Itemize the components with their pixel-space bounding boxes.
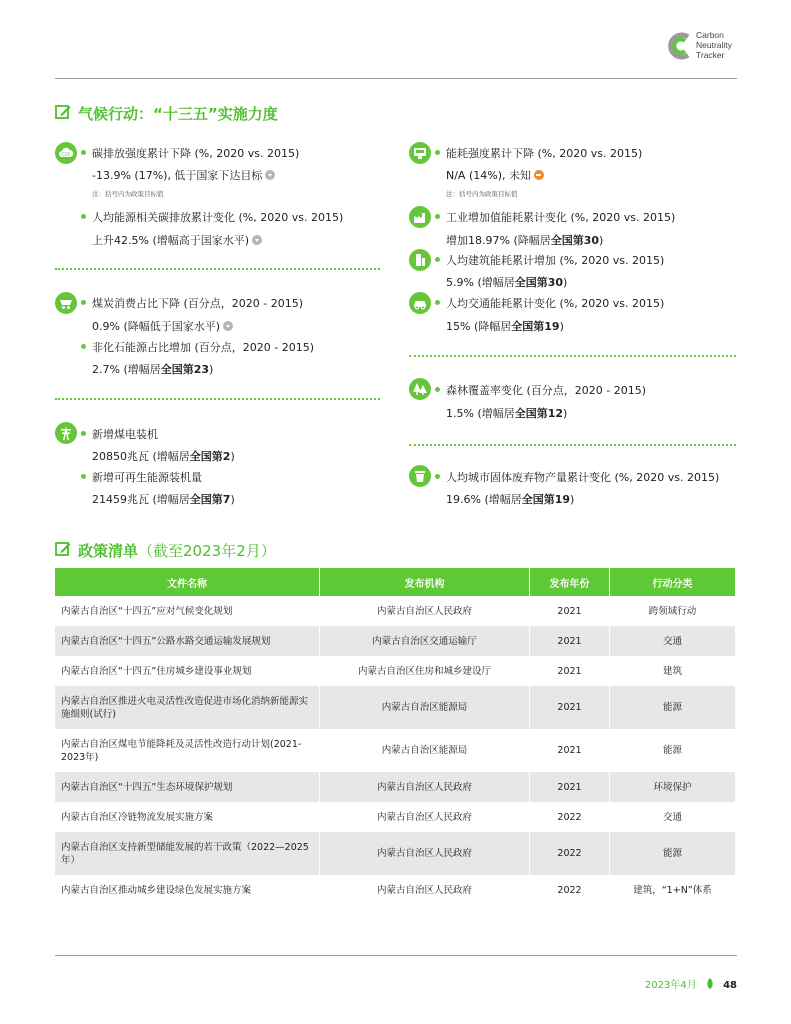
table-row xyxy=(55,832,735,875)
metric-coal-share-value: 0.9% (降幅低于国家水平) xyxy=(92,318,233,334)
metric-per-capita-emissions-value: 上升42.5% (增幅高于国家水平) xyxy=(92,232,262,248)
car-icon xyxy=(409,292,431,314)
bullet xyxy=(435,150,440,155)
cell-agency: 内蒙古自治区能源局 xyxy=(320,686,530,729)
cell-year: 2022 xyxy=(530,832,610,875)
section-title-policy-list: 政策清单（截至2023年2月） xyxy=(78,542,276,560)
table-row xyxy=(55,729,735,772)
metric-energy-intensity-value: N/A (14%), 未知 xyxy=(446,167,544,183)
bullet xyxy=(435,300,440,305)
below-target-indicator-icon xyxy=(265,170,275,180)
page-number: 48 xyxy=(723,980,737,991)
metric-nonfossil-share-value: 2.7% (增幅居全国第23) xyxy=(92,363,214,376)
bullet xyxy=(435,474,440,479)
bullet xyxy=(435,257,440,262)
cell-document: 内蒙古自治区“十四五”应对气候变化规划 xyxy=(55,596,320,626)
cell-agency: 内蒙古自治区住房和城乡建设厅 xyxy=(320,656,530,686)
bullet xyxy=(81,150,86,155)
cell-year: 2021 xyxy=(530,686,610,729)
metric-energy-intensity-label: 能耗强度累计下降 (%, 2020 vs. 2015) xyxy=(446,147,643,160)
metric-carbon-intensity-value: -13.9% (17%), 低于国家下达目标 xyxy=(92,167,275,183)
metric-new-coal-power-label: 新增煤电装机 xyxy=(92,428,158,441)
down-indicator-icon xyxy=(223,321,233,331)
cell-category: 交通 xyxy=(610,626,735,656)
bullet xyxy=(81,214,86,219)
col-header-document: 文件名称 xyxy=(55,568,320,596)
table-row xyxy=(55,626,735,656)
trash-bin-icon xyxy=(409,465,431,487)
bullet xyxy=(81,474,86,479)
metric-coal-share-label: 煤炭消费占比下降 (百分点，2020 - 2015) xyxy=(92,297,304,310)
cell-year: 2021 xyxy=(530,656,610,686)
svg-text:CO2: CO2 xyxy=(61,151,71,157)
metric-transport-energy-value: 15% (降幅居全国第19) xyxy=(446,320,564,333)
bullet xyxy=(435,387,440,392)
cell-category: 环境保护 xyxy=(610,772,735,802)
cell-document: 内蒙古自治区推动城乡建设绿色发展实施方案 xyxy=(55,875,320,905)
dotted-divider xyxy=(55,268,380,270)
table-row xyxy=(55,596,735,626)
building-icon xyxy=(409,249,431,271)
cell-document: 内蒙古自治区支持新型储能发展的若干政策（2022—2025年） xyxy=(55,832,320,875)
metric-new-coal-power-value: 20850兆瓦 (增幅居全国第2) xyxy=(92,450,235,463)
factory-icon xyxy=(409,206,431,228)
dotted-divider xyxy=(55,398,380,400)
cell-category: 建筑，“1+N”体系 xyxy=(633,884,712,896)
metric-forest-coverage-label: 森林覆盖率变化 (百分点，2020 - 2015) xyxy=(446,384,647,397)
cell-agency: 内蒙古自治区交通运输厅 xyxy=(320,626,530,656)
cell-document: 内蒙古自治区“十四五”公路水路交通运输发展规划 xyxy=(55,626,320,656)
table-row xyxy=(55,656,735,686)
bullet xyxy=(81,300,86,305)
cell-year: 2022 xyxy=(530,802,610,832)
metric-industry-energy-value: 增加18.97% (降幅居全国第30) xyxy=(446,234,604,247)
cell-category: 跨领域行动 xyxy=(648,605,697,617)
bullet xyxy=(81,431,86,436)
cell-agency: 内蒙古自治区能源局 xyxy=(320,729,530,772)
metric-forest-coverage-value: 1.5% (增幅居全国第12) xyxy=(446,407,568,420)
leaf-icon xyxy=(706,978,714,989)
metric-new-renewables-label: 新增可再生能源装机量 xyxy=(92,471,202,484)
metric-per-capita-emissions-label: 人均能源相关碳排放累计变化 (%, 2020 vs. 2015) xyxy=(92,211,344,224)
table-row xyxy=(55,802,735,832)
header-divider xyxy=(55,78,737,79)
section-title-climate-action: 气候行动：“十三五”实施力度 xyxy=(78,105,278,123)
metric-new-renewables-value: 21459兆瓦 (增幅居全国第7) xyxy=(92,493,235,506)
metric-note: 注：括号内为政策目标值 xyxy=(92,190,164,198)
dotted-divider xyxy=(409,355,736,357)
cell-year: 2021 xyxy=(530,596,610,626)
cell-category: 能源 xyxy=(610,832,735,875)
cell-document: 内蒙古自治区推进火电灵活性改造促进市场化消纳新能源实施细则(试行) xyxy=(55,686,320,729)
table-row xyxy=(55,875,735,905)
cell-category: 能源 xyxy=(662,745,682,756)
bullet xyxy=(435,214,440,219)
cell-agency: 内蒙古自治区人民政府 xyxy=(320,772,530,802)
cell-document: 内蒙古自治区“十四五”住房城乡建设事业规划 xyxy=(55,656,320,686)
col-header-year: 发布年份 xyxy=(530,568,610,596)
dotted-divider xyxy=(409,444,736,446)
cell-agency: 内蒙古自治区人民政府 xyxy=(320,875,530,905)
footer-divider xyxy=(55,955,737,956)
edit-note-icon xyxy=(55,104,71,120)
cell-category: 建筑 xyxy=(662,665,682,677)
metric-industry-energy-label: 工业增加值能耗累计变化 (%, 2020 vs. 2015) xyxy=(446,211,676,224)
table-row xyxy=(55,772,735,802)
metric-building-energy-label: 人均建筑能耗累计增加 (%, 2020 vs. 2015) xyxy=(446,254,665,267)
cell-category: 能源 xyxy=(610,686,735,729)
logo-mark-icon xyxy=(668,32,694,60)
forest-icon xyxy=(409,378,431,400)
cell-document: 内蒙古自治区冷链物流发展实施方案 xyxy=(55,802,320,832)
cell-category: 交通 xyxy=(662,811,682,823)
cell-document: 内蒙古自治区煤电节能降耗及灵活性改造行动计划(2021-2023年) xyxy=(55,729,320,772)
metric-carbon-intensity-label: 碳排放强度累计下降 (%, 2020 vs. 2015) xyxy=(92,147,300,160)
co2-cloud-icon xyxy=(55,142,77,164)
mine-cart-icon xyxy=(55,292,77,314)
energy-meter-icon xyxy=(409,142,431,164)
cell-agency: 内蒙古自治区人民政府 xyxy=(320,596,530,626)
page-footer xyxy=(645,976,737,991)
cell-year: 2022 xyxy=(530,875,610,905)
power-tower-icon xyxy=(55,422,77,444)
cell-document: 内蒙古自治区“十四五”生态环境保护规划 xyxy=(55,772,320,802)
metric-solid-waste-label: 人均城市固体废弃物产量累计变化 (%, 2020 vs. 2015) xyxy=(446,471,720,484)
cell-year: 2021 xyxy=(530,626,610,656)
table-header-row xyxy=(55,568,735,596)
down-indicator-icon xyxy=(252,235,262,245)
table-row xyxy=(55,686,735,729)
metric-transport-energy-label: 人均交通能耗累计变化 (%, 2020 vs. 2015) xyxy=(446,297,665,310)
bullet xyxy=(81,344,86,349)
col-header-agency: 发布机构 xyxy=(320,568,530,596)
unknown-indicator-icon xyxy=(534,170,544,180)
carbon-neutrality-tracker-logo xyxy=(668,30,748,64)
cell-year: 2021 xyxy=(530,772,610,802)
metric-building-energy-value: 5.9% (增幅居全国第30) xyxy=(446,276,568,289)
footer-date: 2023年4月 xyxy=(644,980,697,991)
col-header-category: 行动分类 xyxy=(610,568,735,596)
metric-nonfossil-share-label: 非化石能源占比增加 (百分点，2020 - 2015) xyxy=(92,341,315,354)
logo-text: Carbon Neutrality Tracker xyxy=(696,30,732,60)
cell-agency: 内蒙古自治区人民政府 xyxy=(320,832,530,875)
cell-agency: 内蒙古自治区人民政府 xyxy=(320,802,530,832)
policy-table xyxy=(55,568,735,905)
metric-note: 注：括号内为政策目标值 xyxy=(446,190,518,198)
edit-note-icon xyxy=(55,541,71,557)
cell-year: 2021 xyxy=(530,729,610,772)
metric-solid-waste-value: 19.6% (增幅居全国第19) xyxy=(446,493,575,506)
